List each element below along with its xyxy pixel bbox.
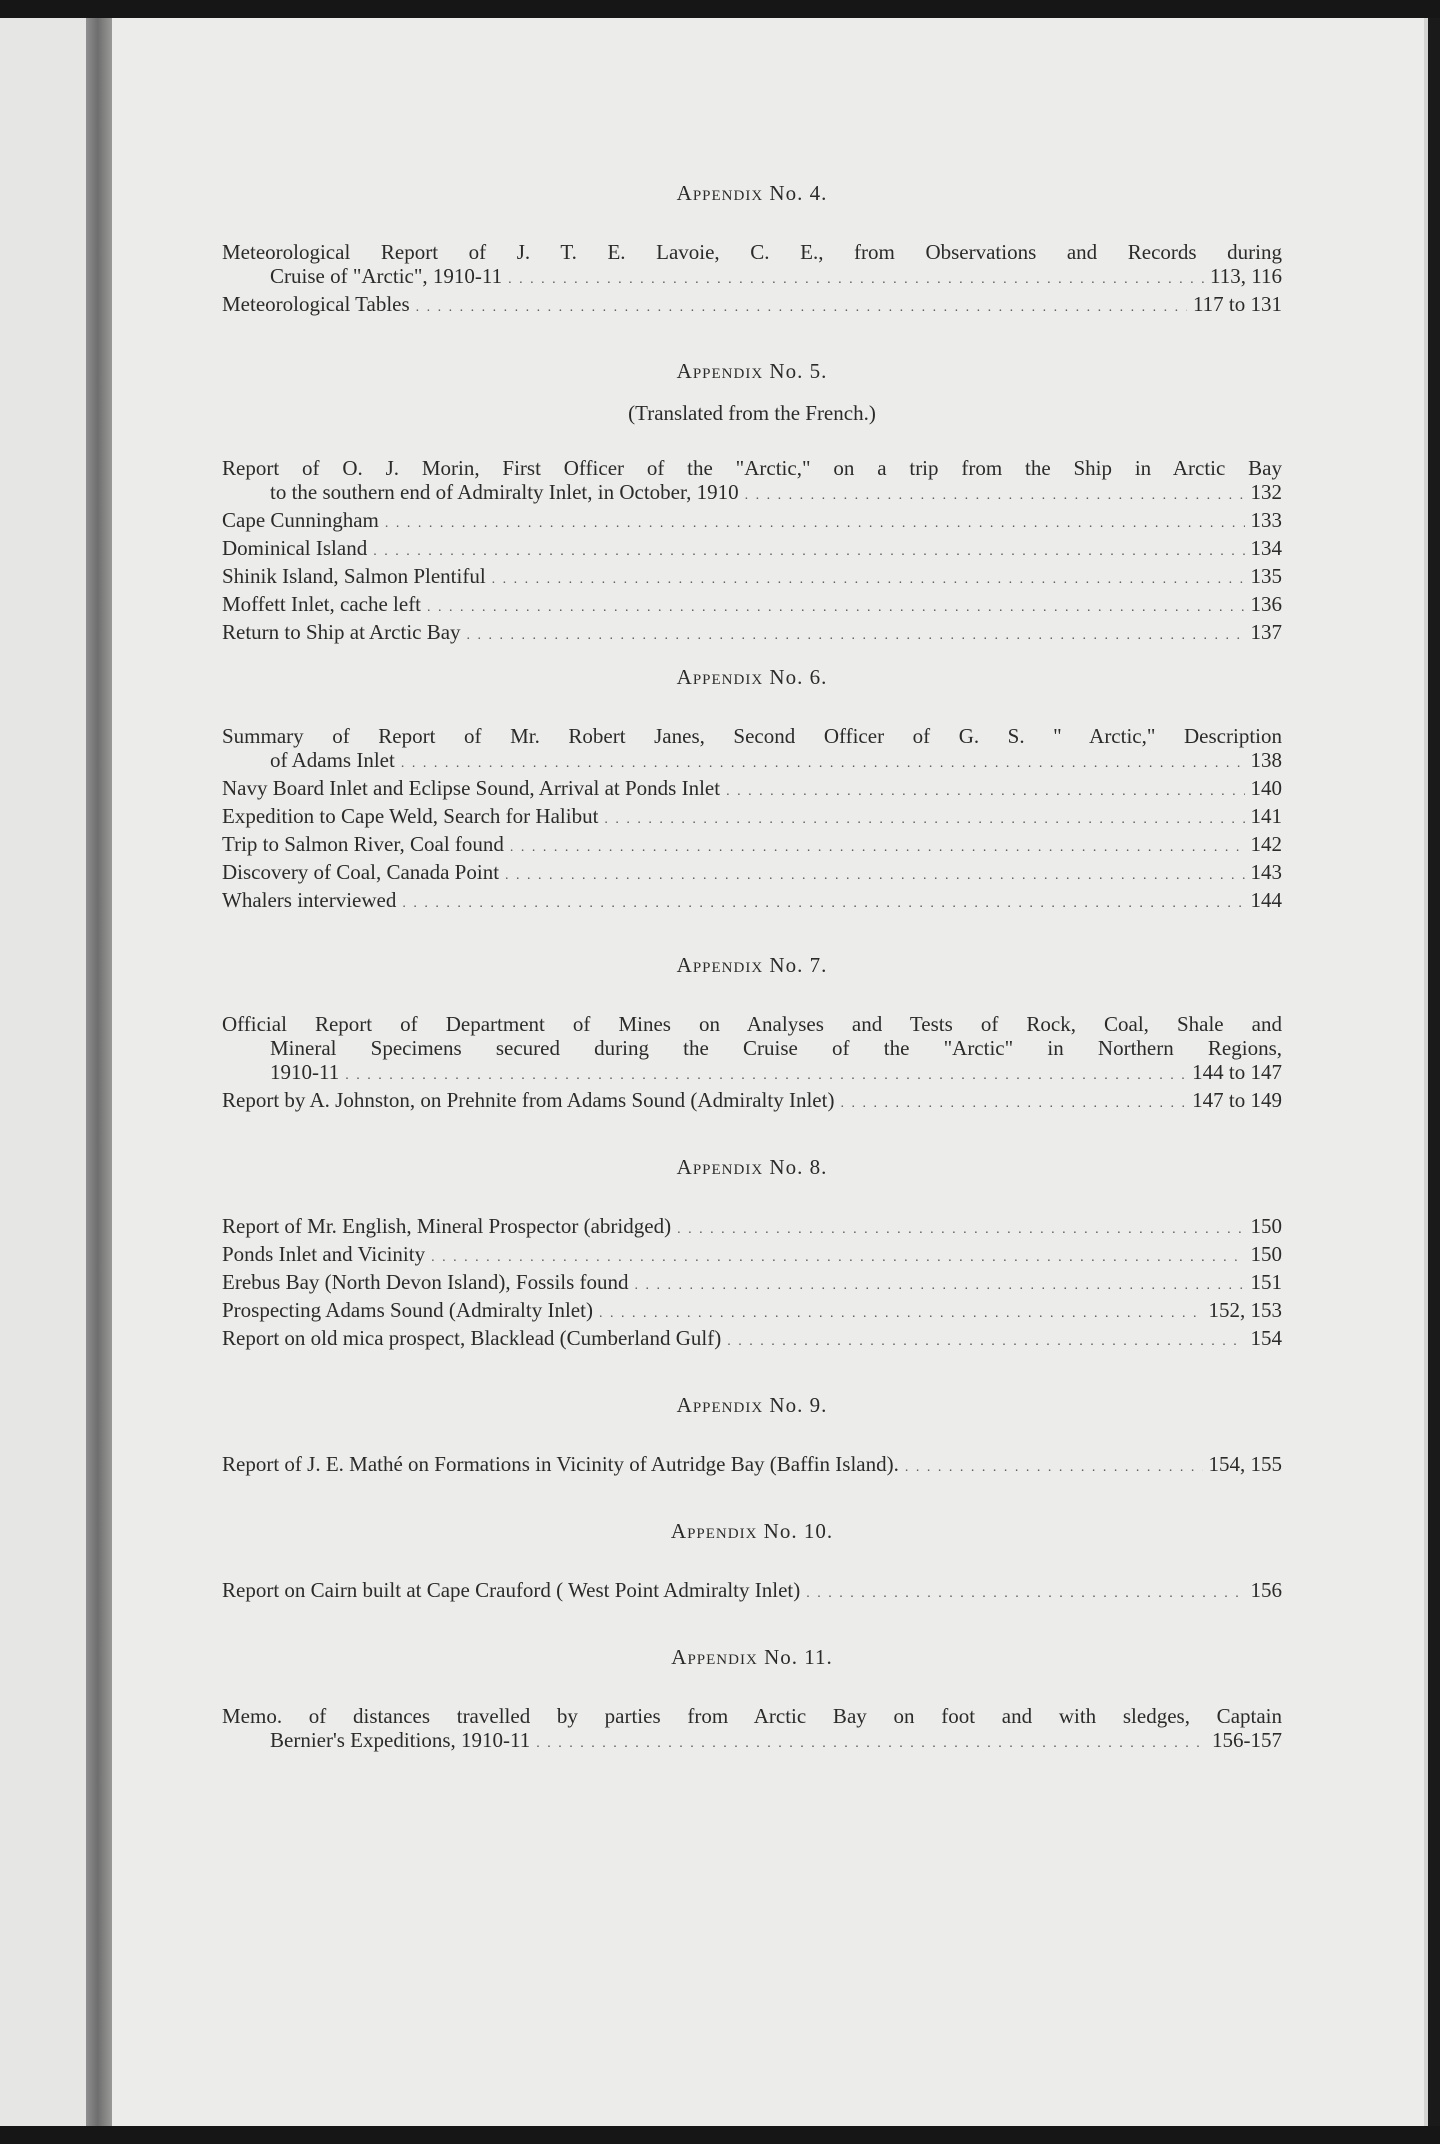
page-number: 113, 116 xyxy=(1210,264,1282,288)
appendix-section xyxy=(222,1516,1282,1606)
toc-entry-line xyxy=(222,620,1282,648)
page-number: 140 xyxy=(1250,776,1282,800)
page-number: 136 xyxy=(1250,592,1282,616)
dot-leader xyxy=(726,776,1244,804)
toc-entry-text: 1910-11 xyxy=(270,1060,340,1084)
dot-leader xyxy=(840,1088,1186,1116)
toc-entry-line xyxy=(222,1060,1282,1088)
dot-leader xyxy=(373,536,1244,564)
toc-entry xyxy=(222,1704,1282,1756)
toc-entry-text: Cruise of "Arctic", 1910-11 xyxy=(270,264,503,288)
appendix-heading xyxy=(222,662,1282,692)
toc-entry-line xyxy=(222,536,1282,564)
dot-leader xyxy=(431,1242,1244,1270)
dot-leader xyxy=(427,592,1244,620)
toc-entry xyxy=(222,536,1282,564)
page-number: 144 to 147 xyxy=(1192,1060,1282,1084)
toc-entry-text: Meteorological Tables xyxy=(222,292,410,316)
toc-entry xyxy=(222,1298,1282,1326)
appendix-number: No. 8. xyxy=(769,1155,828,1179)
appendix-heading xyxy=(222,178,1282,208)
toc-entry-line xyxy=(222,508,1282,536)
toc-entry-line xyxy=(222,1298,1282,1326)
page-number: 152, 153 xyxy=(1208,1298,1282,1322)
page-number: 141 xyxy=(1250,804,1282,828)
dot-leader xyxy=(536,1728,1206,1756)
appendix-label: Appendix xyxy=(676,1393,764,1417)
toc-entry-line xyxy=(222,592,1282,620)
appendix-number: No. 6. xyxy=(769,665,828,689)
toc-entry-text: Report on old mica prospect, Blacklead (Cumberland Gulf) xyxy=(222,1326,722,1350)
toc-entry xyxy=(222,564,1282,592)
toc-entry-line xyxy=(222,1578,1282,1606)
toc-entry-text: Dominical Island xyxy=(222,536,368,560)
toc-entry-line xyxy=(222,1270,1282,1298)
dot-leader xyxy=(492,564,1245,592)
toc-entry xyxy=(222,592,1282,620)
toc-entry-text: Moffett Inlet, cache left xyxy=(222,592,422,616)
dot-leader xyxy=(599,1298,1203,1326)
toc-entry-line xyxy=(222,1452,1282,1480)
dot-leader xyxy=(467,620,1245,648)
toc-entry-text: of Adams Inlet xyxy=(270,748,395,772)
page-number: 150 xyxy=(1250,1214,1282,1238)
toc-entry-text: Report by A. Johnston, on Prehnite from Adams Sound (Admiralty Inlet) xyxy=(222,1088,835,1112)
toc-entry-text: Prospecting Adams Sound (Admiralty Inlet) xyxy=(222,1298,593,1322)
dot-leader xyxy=(905,1452,1203,1480)
toc-entry xyxy=(222,240,1282,292)
toc-entry-text: Ponds Inlet and Vicinity xyxy=(222,1242,426,1266)
page-number: 133 xyxy=(1250,508,1282,532)
page-number: 147 to 149 xyxy=(1192,1088,1282,1112)
toc-entry xyxy=(222,1326,1282,1354)
appendix-heading xyxy=(222,1642,1282,1672)
toc-entry-text: Erebus Bay (North Devon Island), Fossils found xyxy=(222,1270,629,1294)
toc-entry xyxy=(222,1270,1282,1298)
toc-entry xyxy=(222,1088,1282,1116)
appendix-heading xyxy=(222,950,1282,980)
toc-entry-line xyxy=(222,1088,1282,1116)
toc-entry-text: Memo. of distances travelled by parties from Arctic Bay on foot and with sledges, Captain xyxy=(222,1704,1282,1728)
toc-entry-line xyxy=(222,1326,1282,1354)
toc-entry-line xyxy=(222,804,1282,832)
toc-entry xyxy=(222,804,1282,832)
appendix-section xyxy=(222,662,1282,916)
appendix-heading xyxy=(222,1152,1282,1182)
dot-leader xyxy=(727,1326,1244,1354)
scan-border-top xyxy=(0,0,1440,18)
page-number: 156-157 xyxy=(1212,1728,1282,1752)
toc-entry-text: Return to Ship at Arctic Bay xyxy=(222,620,461,644)
appendix-heading xyxy=(222,1516,1282,1546)
toc-entry-line xyxy=(222,1242,1282,1270)
appendix-label: Appendix xyxy=(671,1645,758,1669)
toc-entry-text: Trip to Salmon River, Coal found xyxy=(222,832,504,856)
appendix-number: No. 4. xyxy=(769,181,828,205)
dot-leader xyxy=(604,804,1244,832)
page-number: 137 xyxy=(1250,620,1282,644)
toc-entry xyxy=(222,1452,1282,1480)
dot-leader xyxy=(510,832,1245,860)
toc-entry xyxy=(222,724,1282,776)
toc-entry-text: Report of Mr. English, Mineral Prospector (abridged) xyxy=(222,1214,672,1238)
toc-entry xyxy=(222,832,1282,860)
toc-entry xyxy=(222,776,1282,804)
toc-entry-text: Shinik Island, Salmon Plentiful xyxy=(222,564,486,588)
appendix-heading xyxy=(222,1390,1282,1420)
facing-page-edge xyxy=(0,18,86,2126)
page-number: 151 xyxy=(1250,1270,1282,1294)
toc-entry xyxy=(222,292,1282,320)
appendix-number: No. 7. xyxy=(769,953,828,977)
dot-leader xyxy=(402,888,1244,916)
appendix-subheading: (Translated from the French.) xyxy=(628,401,876,425)
appendix-label: Appendix xyxy=(676,953,764,977)
dot-leader xyxy=(806,1578,1244,1606)
appendix-section xyxy=(222,356,1282,648)
appendix-number: No. 5. xyxy=(769,359,828,383)
appendix-heading xyxy=(222,356,1282,386)
toc-entry-line xyxy=(222,888,1282,916)
toc-entry-line xyxy=(222,1728,1282,1756)
toc-entry xyxy=(222,1214,1282,1242)
dot-leader xyxy=(745,480,1245,508)
page-number: 154, 155 xyxy=(1208,1452,1282,1476)
appendix-label: Appendix xyxy=(676,1155,764,1179)
scan-border-bottom xyxy=(0,2126,1440,2144)
toc-entry-text: Report of J. E. Mathé on Formations in Vicinity of Autridge Bay (Baffin Island). xyxy=(222,1452,899,1476)
page-number: 142 xyxy=(1250,832,1282,856)
dot-leader xyxy=(401,748,1245,776)
appendix-section xyxy=(222,1152,1282,1354)
dot-leader xyxy=(508,264,1204,292)
appendix-section xyxy=(222,178,1282,320)
toc-entry-line xyxy=(222,776,1282,804)
page-number: 156 xyxy=(1250,1578,1282,1602)
toc-entry-text: Cape Cunningham xyxy=(222,508,379,532)
dot-leader xyxy=(416,292,1187,320)
dot-leader xyxy=(385,508,1245,536)
dot-leader xyxy=(505,860,1244,888)
page-number: 138 xyxy=(1250,748,1282,772)
toc-entry xyxy=(222,456,1282,508)
toc-entry xyxy=(222,1242,1282,1270)
book-gutter xyxy=(86,18,112,2126)
appendix-number: No. 9. xyxy=(769,1393,828,1417)
toc-entry xyxy=(222,888,1282,916)
toc-entry-text: Discovery of Coal, Canada Point xyxy=(222,860,500,884)
toc-entry-line xyxy=(222,292,1282,320)
toc-entry-text: Whalers interviewed xyxy=(222,888,397,912)
appendix-number: No. 10. xyxy=(763,1519,834,1543)
toc-entry-text: Meteorological Report of J. T. E. Lavoie, C. E., from Observations and Records during xyxy=(222,240,1282,264)
dot-leader xyxy=(345,1060,1186,1088)
page-number: 154 xyxy=(1250,1326,1282,1350)
toc-entry xyxy=(222,620,1282,648)
toc-entry-line xyxy=(222,748,1282,776)
toc-entry-text: Bernier's Expeditions, 1910-11 xyxy=(270,1728,531,1752)
page-number: 134 xyxy=(1250,536,1282,560)
toc-entry xyxy=(222,1012,1282,1088)
appendix-label: Appendix xyxy=(670,1519,758,1543)
appendix-section xyxy=(222,1642,1282,1756)
appendix-section xyxy=(222,1390,1282,1480)
toc-entry-line xyxy=(222,480,1282,508)
toc-entry-text: Report of O. J. Morin, First Officer of the "Arctic," on a trip from the Ship in Arctic Bay xyxy=(222,456,1282,480)
toc-entry-line xyxy=(222,832,1282,860)
toc-entry xyxy=(222,860,1282,888)
appendix-number: No. 11. xyxy=(764,1645,833,1669)
dot-leader xyxy=(635,1270,1245,1298)
toc-entry-text: Summary of Report of Mr. Robert Janes, Second Officer of G. S. " Arctic," Description xyxy=(222,724,1282,748)
toc-entry-line xyxy=(222,1214,1282,1242)
page-number: 143 xyxy=(1250,860,1282,884)
dot-leader xyxy=(677,1214,1244,1242)
toc-entry-line xyxy=(222,564,1282,592)
toc-entry-text: Report on Cairn built at Cape Crauford ( West Point Admiralty Inlet) xyxy=(222,1578,801,1602)
toc-entry-text: Mineral Specimens secured during the Cruise of the "Arctic" in Northern Regions, xyxy=(270,1036,1282,1060)
table-of-contents xyxy=(222,178,1282,1756)
page-number: 117 to 131 xyxy=(1192,292,1282,316)
page-number: 135 xyxy=(1250,564,1282,588)
toc-entry-text: Official Report of Department of Mines on Analyses and Tests of Rock, Coal, Shale and xyxy=(222,1012,1282,1036)
toc-entry-line xyxy=(222,860,1282,888)
appendix-label: Appendix xyxy=(676,359,764,383)
toc-entry xyxy=(222,1578,1282,1606)
appendix-label: Appendix xyxy=(676,181,764,205)
toc-entry-text: Navy Board Inlet and Eclipse Sound, Arrival at Ponds Inlet xyxy=(222,776,721,800)
toc-entry xyxy=(222,508,1282,536)
toc-entry-text: Expedition to Cape Weld, Search for Halibut xyxy=(222,804,599,828)
page-number: 144 xyxy=(1250,888,1282,912)
toc-entry-text: to the southern end of Admiralty Inlet, in October, 1910 xyxy=(270,480,739,504)
toc-entry-line xyxy=(222,264,1282,292)
page-number: 150 xyxy=(1250,1242,1282,1266)
appendix-label: Appendix xyxy=(676,665,764,689)
page-number: 132 xyxy=(1250,480,1282,504)
appendix-section xyxy=(222,950,1282,1116)
